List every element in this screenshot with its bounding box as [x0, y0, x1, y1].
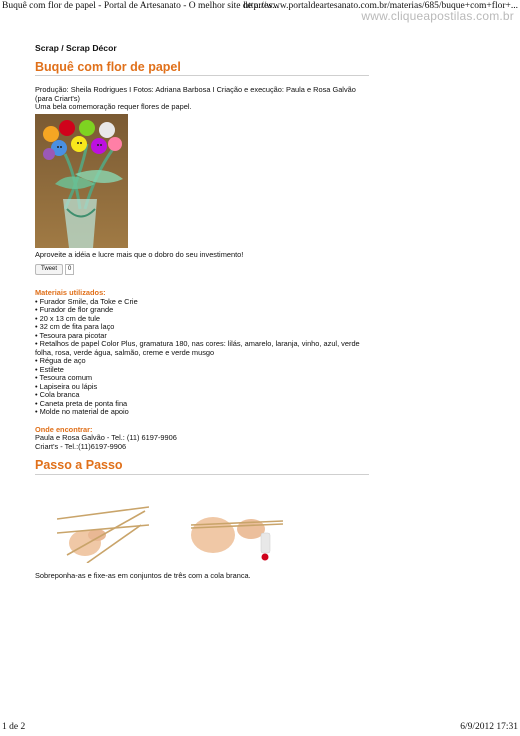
list-item: • Régua de aço: [35, 356, 86, 365]
list-item: • 20 x 13 cm de tule: [35, 313, 101, 323]
list-item: • Molde no material de apoio: [35, 407, 129, 416]
credits: Produção: Sheila Rodrigues I Fotos: Adriana Barbosa I Criação e execução: Paula e Rosa Galvão (para Criart's): [35, 85, 356, 103]
step-photo-sticks: [57, 495, 149, 563]
where-title: Onde encontrar:: [35, 424, 93, 434]
list-item: • Cola branca: [35, 390, 80, 399]
where-line: Paula e Rosa Galvão - Tel.: (11) 6197-9906: [35, 433, 177, 442]
steps-title: Passo a Passo: [35, 461, 369, 475]
breadcrumb[interactable]: Scrap / Scrap Décor: [35, 43, 117, 53]
tagline: Aproveite a idéia e lucre mais que o dobro do seu investimento!: [35, 249, 244, 259]
print-footer: [2, 722, 518, 734]
list-item: • Retalhos de papel Color Plus, gramatura 180, nas cores: lilás, amarelo, laranja, vinho, azul, verde folha, rosa, verde água, salmão, creme e verde musgo: [35, 339, 360, 357]
list-item: • Furador de flor grande: [35, 305, 114, 314]
tweet-widget: [35, 264, 369, 275]
list-item: • Caneta preta de ponta fina: [35, 398, 128, 408]
materials-title: Materiais utilizados:: [35, 288, 106, 297]
watermark: www.cliqueapostilas.com.br: [361, 9, 514, 23]
list-item: • Tesoura comum: [35, 373, 93, 382]
tweet-count: 0: [65, 264, 74, 275]
step-photo-glue: [191, 495, 283, 563]
materials-list: [35, 298, 369, 417]
step-photos: [57, 495, 369, 563]
list-item: • Furador Smile, da Toke e Crie: [35, 296, 138, 306]
step1-text: Sobreponha-as e fixe-as em conjuntos de três com a cola branca.: [35, 570, 251, 580]
intro: Uma bela comemoração requer flores de papel.: [35, 102, 192, 111]
tweet-button[interactable]: Tweet: [35, 264, 63, 275]
page-number: 1 de 2: [2, 722, 26, 732]
article-title: Buquê com flor de papel: [35, 63, 369, 77]
page-title-header: Buquê com flor de papel - Portal de Artesanato - O melhor site de artes...: [2, 1, 280, 11]
list-item: • 32 cm de fita para laço: [35, 322, 115, 331]
list-item: • Tesoura para picotar: [35, 330, 107, 340]
page-url-header: http://www.portaldeartesanato.com.br/materias/685/buque+com+flor+...: [243, 1, 518, 11]
list-item: • Lapiseira ou lápis: [35, 381, 98, 391]
print-datetime: 6/9/2012 17:31: [460, 722, 518, 732]
bouquet-photo: [35, 114, 128, 248]
where-line: Criart's - Tel.:(11)6197-9906: [35, 441, 127, 451]
article: [35, 44, 369, 580]
list-item: • Estilete: [35, 364, 64, 374]
